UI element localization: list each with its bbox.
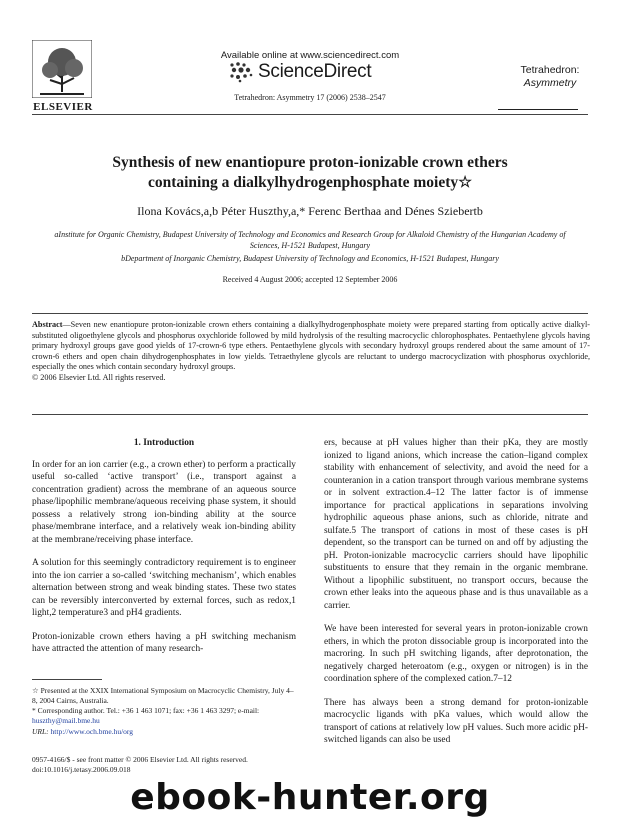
footnote-divider <box>32 679 102 680</box>
sciencedirect-dots-icon <box>228 61 254 83</box>
publisher-name: ELSEVIER <box>33 101 93 113</box>
watermark: ebook-hunter.org <box>130 777 490 818</box>
corresponding-author-text: * Corresponding author. Tel.: +36 1 463 1071; fax: +36 1 463 3297; e-mail: <box>32 706 260 715</box>
abstract-label: Abstract <box>32 320 63 329</box>
footnote-corresponding <box>32 706 296 725</box>
title-line-2: containing a dialkylhydrogenphosphate moiety☆ <box>147 174 473 191</box>
issn-line: 0957-4166/$ - see front matter © 2006 Elsevier Ltd. All rights reserved. <box>32 755 248 764</box>
sciencedirect-logo[interactable] <box>228 60 371 84</box>
received-dates: Received 4 August 2006; accepted 12 September 2006 <box>222 275 398 284</box>
abstract-copyright: © 2006 Elsevier Ltd. All rights reserved. <box>32 372 166 382</box>
abstract-bottom-divider <box>32 414 588 415</box>
abstract <box>32 320 590 383</box>
left-column <box>32 437 296 667</box>
intro-paragraph-4: ers, because at pH values higher than their pKa, they are mostly ionized to ligand anions, which increase the cation–ligand complex stability with enhancement of selectivity, and avoid the need for a counteranion in a cation transport through various membrane systems or in solvent extraction.4–12 The latter factor is of immense importance for practical applications in separations involving hydrophilic aqueous phase anions, such as chloride, nitrate and sulfate.5 The transport of cations in most of these cases is pH dependent, so the transport can be turned on and off by adjusting the pH. Proton-ionizable macrocyclic carriers should have lipophilic substituents to ensure that they remain in the organic membrane. Without a lipophilic substituent, no transport occurs, because the crown ether leaks into the aqueous phase and is thus unavailable as a carrier. <box>324 438 588 611</box>
footnote-url <box>32 727 296 737</box>
section-heading: 1. Introduction <box>133 438 195 448</box>
journal-citation: Tetrahedron: Asymmetry 17 (2006) 2538–2547 <box>234 93 386 102</box>
available-online-link[interactable]: Available online at www.sciencedirect.com <box>220 50 400 61</box>
title-line-1: Synthesis of new enantiopure proton-ionizable crown ethers <box>112 154 508 171</box>
intro-paragraph-5: We have been interested for several years in proton-ionizable crown ethers, in which the proton dissociable group is incorporated into the macroring. In such pH switching ligands, after deprotonation, the negatively charged heteroatom (e.g., oxygen or nitrogen) is in the coordination sphere of the complexed cation.7–12 <box>324 624 588 684</box>
author-list: Ilona Kovács,a,b Péter Huszthy,a,* Ferenc Berthaa and Dénes Sziebertb <box>137 204 483 218</box>
journal-title-line2: Asymmetry <box>523 77 577 89</box>
journal-underline <box>498 109 578 110</box>
sciencedirect-name: ScienceDirect <box>258 61 372 82</box>
intro-paragraph-2: A solution for this seemingly contradictory requirement is to engineer into the ion carrier a so-called ‘switching mechanism’, which enables alternation between strong and weak binding states. These two states can be reversibly interconverted by external forces, such as redox,1 light,2 temperature3 and pH4 gradients. <box>32 558 296 618</box>
abstract-top-divider <box>32 313 588 314</box>
journal-title-line1: Tetrahedron: <box>520 64 580 76</box>
intro-paragraph-6: There has always been a strong demand for proton-ionizable macrocyclic ligands with pKa values, which would allow the transport of cations at relatively low pH values. Such more acidic pH-switched ligands can also be used <box>324 697 588 745</box>
header-divider <box>32 114 588 115</box>
elsevier-tree-logo <box>32 40 92 98</box>
url-label: URL: <box>32 727 49 736</box>
abstract-text: —Seven new enantiopure proton-ionizable crown ethers containing a dialkylhydrogenphosphate moiety were prepared starting from optically active dialkyl-substituted oligoethylene glycols and phosphorus oxychloride followed by mild hydrolysis of the resulting macrocyclic chlorophosphates. Pentaethylene glycols having primary hydroxyl groups gave good yields of 17-crown-6 type ethers. Pentaethylene glycols with secondary hydroxyl groups rendered about the same amount of 17-crown-6 ethers and open chain dihydrogenphosphates in low yields. Tetraethylene glycols are reluctant to undergo macrocyclization with phosphorus oxychloride, especially the ones which contain secondary hydroxyl groups. <box>32 320 590 371</box>
url-link[interactable]: http://www.och.bme.hu/org <box>50 727 134 736</box>
intro-paragraph-3: Proton-ionizable crown ethers having a pH switching mechanism have attracted the attention of many research- <box>32 631 296 654</box>
right-column <box>324 437 588 758</box>
journal-title <box>500 64 600 90</box>
affiliation-a: aInstitute for Organic Chemistry, Budapest University of Technology and Economics and Research Group for Alkaloid Chemistry of the Hungarian Academy of Sciences, H-1521 Budapest, Hungary <box>54 230 566 250</box>
affiliation-b: bDepartment of Inorganic Chemistry, Budapest University of Technology and Economics, H-1521 Budapest, Hungary <box>121 254 499 263</box>
doi-line[interactable]: doi:10.1016/j.tetasy.2006.09.018 <box>32 765 131 774</box>
intro-paragraph-1: In order for an ion carrier (e.g., a crown ether) to perform a practically useful so-called ‘active transport’ (i.e., transport against a concentration gradient) across the membrane of an aqueous source phase/lipophilic membrane/aqueous receiving phase system, it should possess a relatively strong ion-binding ability at the source phase/membrane interface, and a relatively weak ion-binding ability at the membrane/receiving phase interface. <box>32 459 296 545</box>
email-link[interactable]: huszthy@mail.bme.hu <box>32 715 100 725</box>
article-title <box>0 153 620 193</box>
footnote-symposium: ☆ Presented at the XXIX International Symposium on Macrocyclic Chemistry, July 4–8, 2004 Cairns, Australia. <box>32 686 294 705</box>
